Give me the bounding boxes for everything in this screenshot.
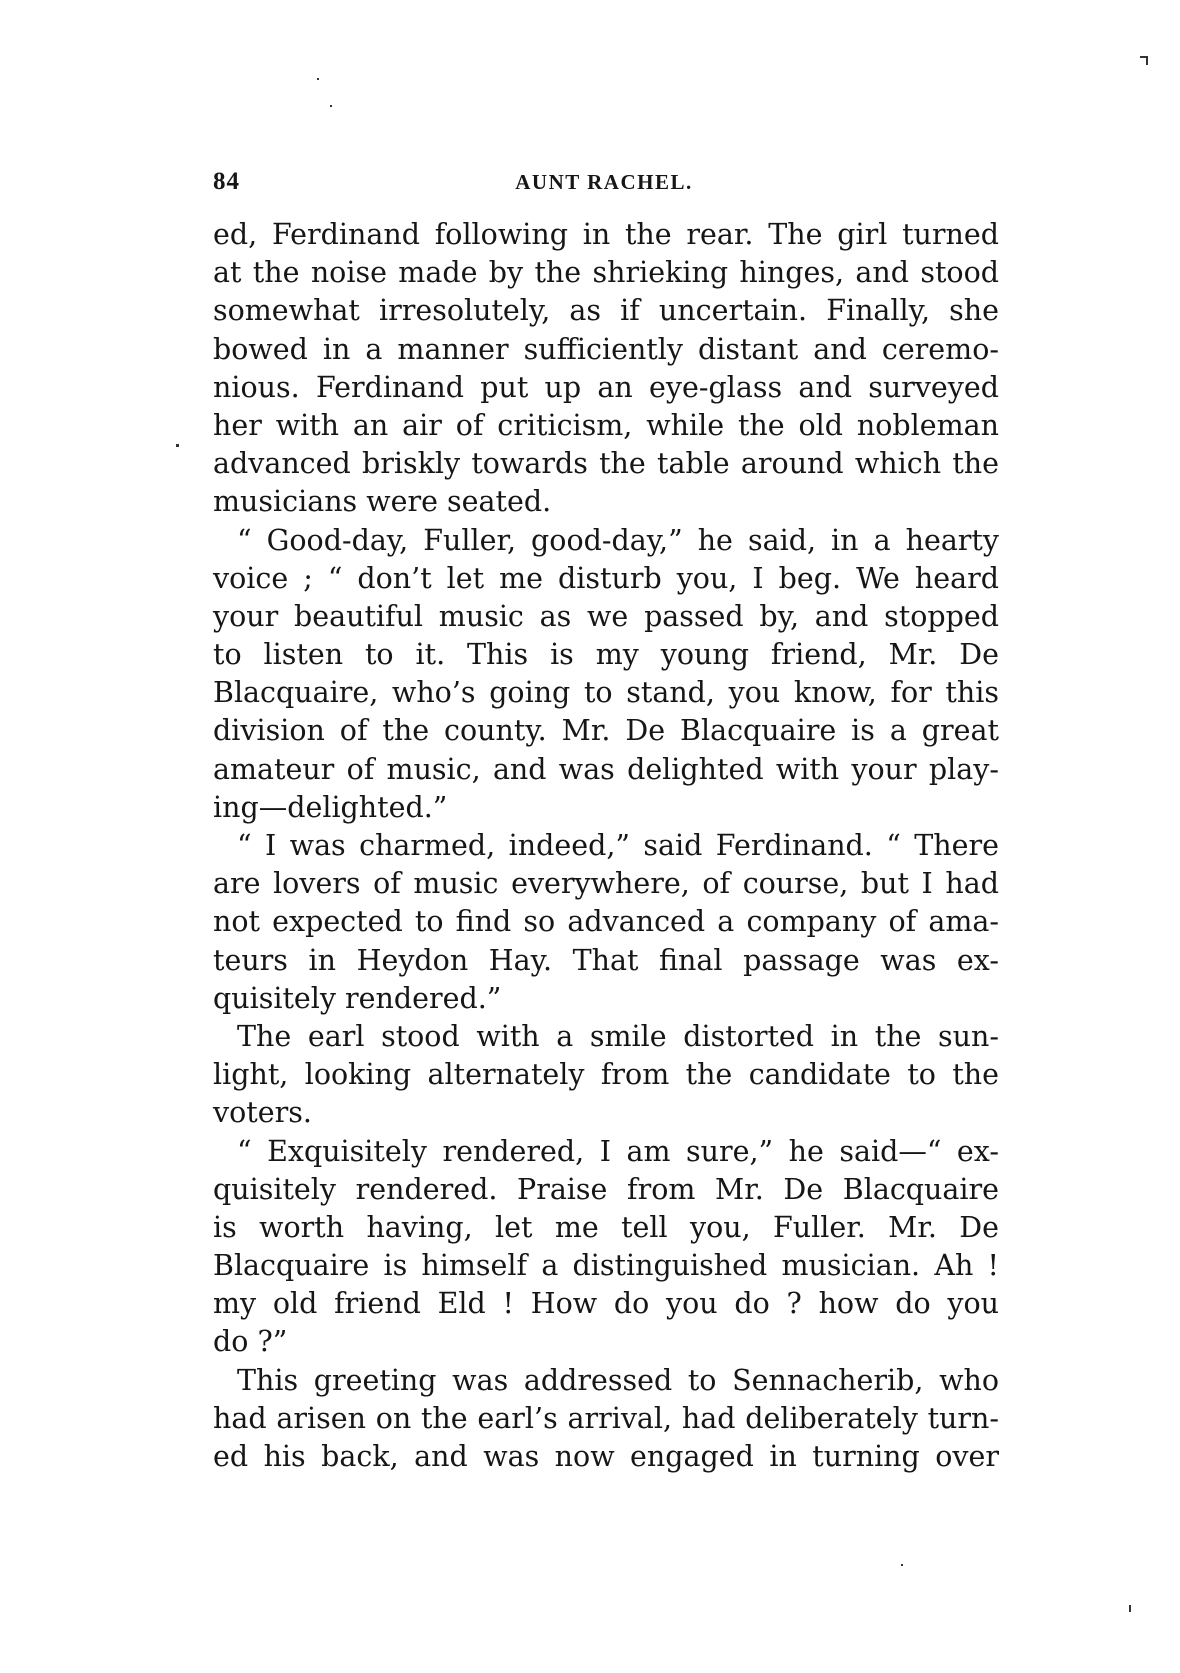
text-line: your beautiful music as we passed by, and stopped [213,599,999,633]
page-header [213,168,995,200]
speck [330,105,332,107]
text-line: light, looking alternately from the candidate to the [213,1058,999,1092]
text-line: voice ; “ don’t let me disturb you, I beg. We heard [213,561,999,595]
text-line: at the noise made by the shrieking hinges, and stood [213,256,999,290]
text-line: musicians were seated. [213,485,552,519]
text-line: my old friend Eld ! How do you do ? how do you [213,1287,999,1321]
text-line: Blacquaire, who’s going to stand, you know, for this [213,676,999,710]
speck [901,1564,903,1566]
corner-mark [1146,56,1148,65]
text-line: advanced briskly towards the table around which the [213,447,999,481]
speck [1129,1605,1131,1612]
text-line: division of the county. Mr. De Blacquaire is a great [213,714,999,748]
text-line: ed his back, and was now engaged in turning over [213,1440,999,1473]
text-line: ing—delighted.” [213,790,448,824]
speck [317,78,319,80]
speck [176,444,179,447]
text-line: to listen to it. This is my young friend, Mr. De [213,638,999,672]
text-line: teurs in Heydon Hay. That final passage was ex- [213,943,999,977]
text-line: are lovers of music everywhere, of course, but I had [213,867,999,901]
page-number: 84 [213,168,240,195]
text-line: bowed in a manner sufficiently distant and ceremo- [213,332,999,366]
text-line: voters. [213,1096,312,1130]
text-line: The earl stood with a smile distorted in the sun- [237,1019,999,1053]
text-line: quisitely rendered. Praise from Mr. De Blacquaire [213,1172,999,1206]
text-line: “ Good-day, Fuller, good-day,” he said, in a hearty [237,523,999,557]
text-line: is worth having, let me tell you, Fuller. Mr. De [213,1210,999,1244]
text-line: “ I was charmed, indeed,” said Ferdinand. “ There [237,829,999,862]
text-line: do ?” [213,1325,288,1359]
text-line: nious. Ferdinand put up an eye-glass and surveyed [213,370,999,404]
text-line: quisitely rendered.” [213,981,502,1015]
text-line: not expected to find so advanced a company of ama- [213,905,999,939]
text-line: “ Exquisitely rendered, I am sure,” he said—“ ex- [237,1134,999,1168]
text-line: This greeting was addressed to Sennacherib, who [237,1363,999,1397]
body-text [213,216,999,1476]
text-line: her with an air of criticism, while the old nobleman [213,408,999,442]
text-line: ed, Ferdinand following in the rear. The girl turned [213,218,999,251]
text-line: had arisen on the earl’s arrival, had deliberately turn- [213,1401,999,1435]
text-line: Blacquaire is himself a distinguished musician. Ah ! [213,1249,999,1283]
running-title: AUNT RACHEL. [515,170,693,194]
text-line: somewhat irresolutely, as if uncertain. Finally, she [213,294,999,328]
text-line: amateur of music, and was delighted with your play- [213,752,999,786]
